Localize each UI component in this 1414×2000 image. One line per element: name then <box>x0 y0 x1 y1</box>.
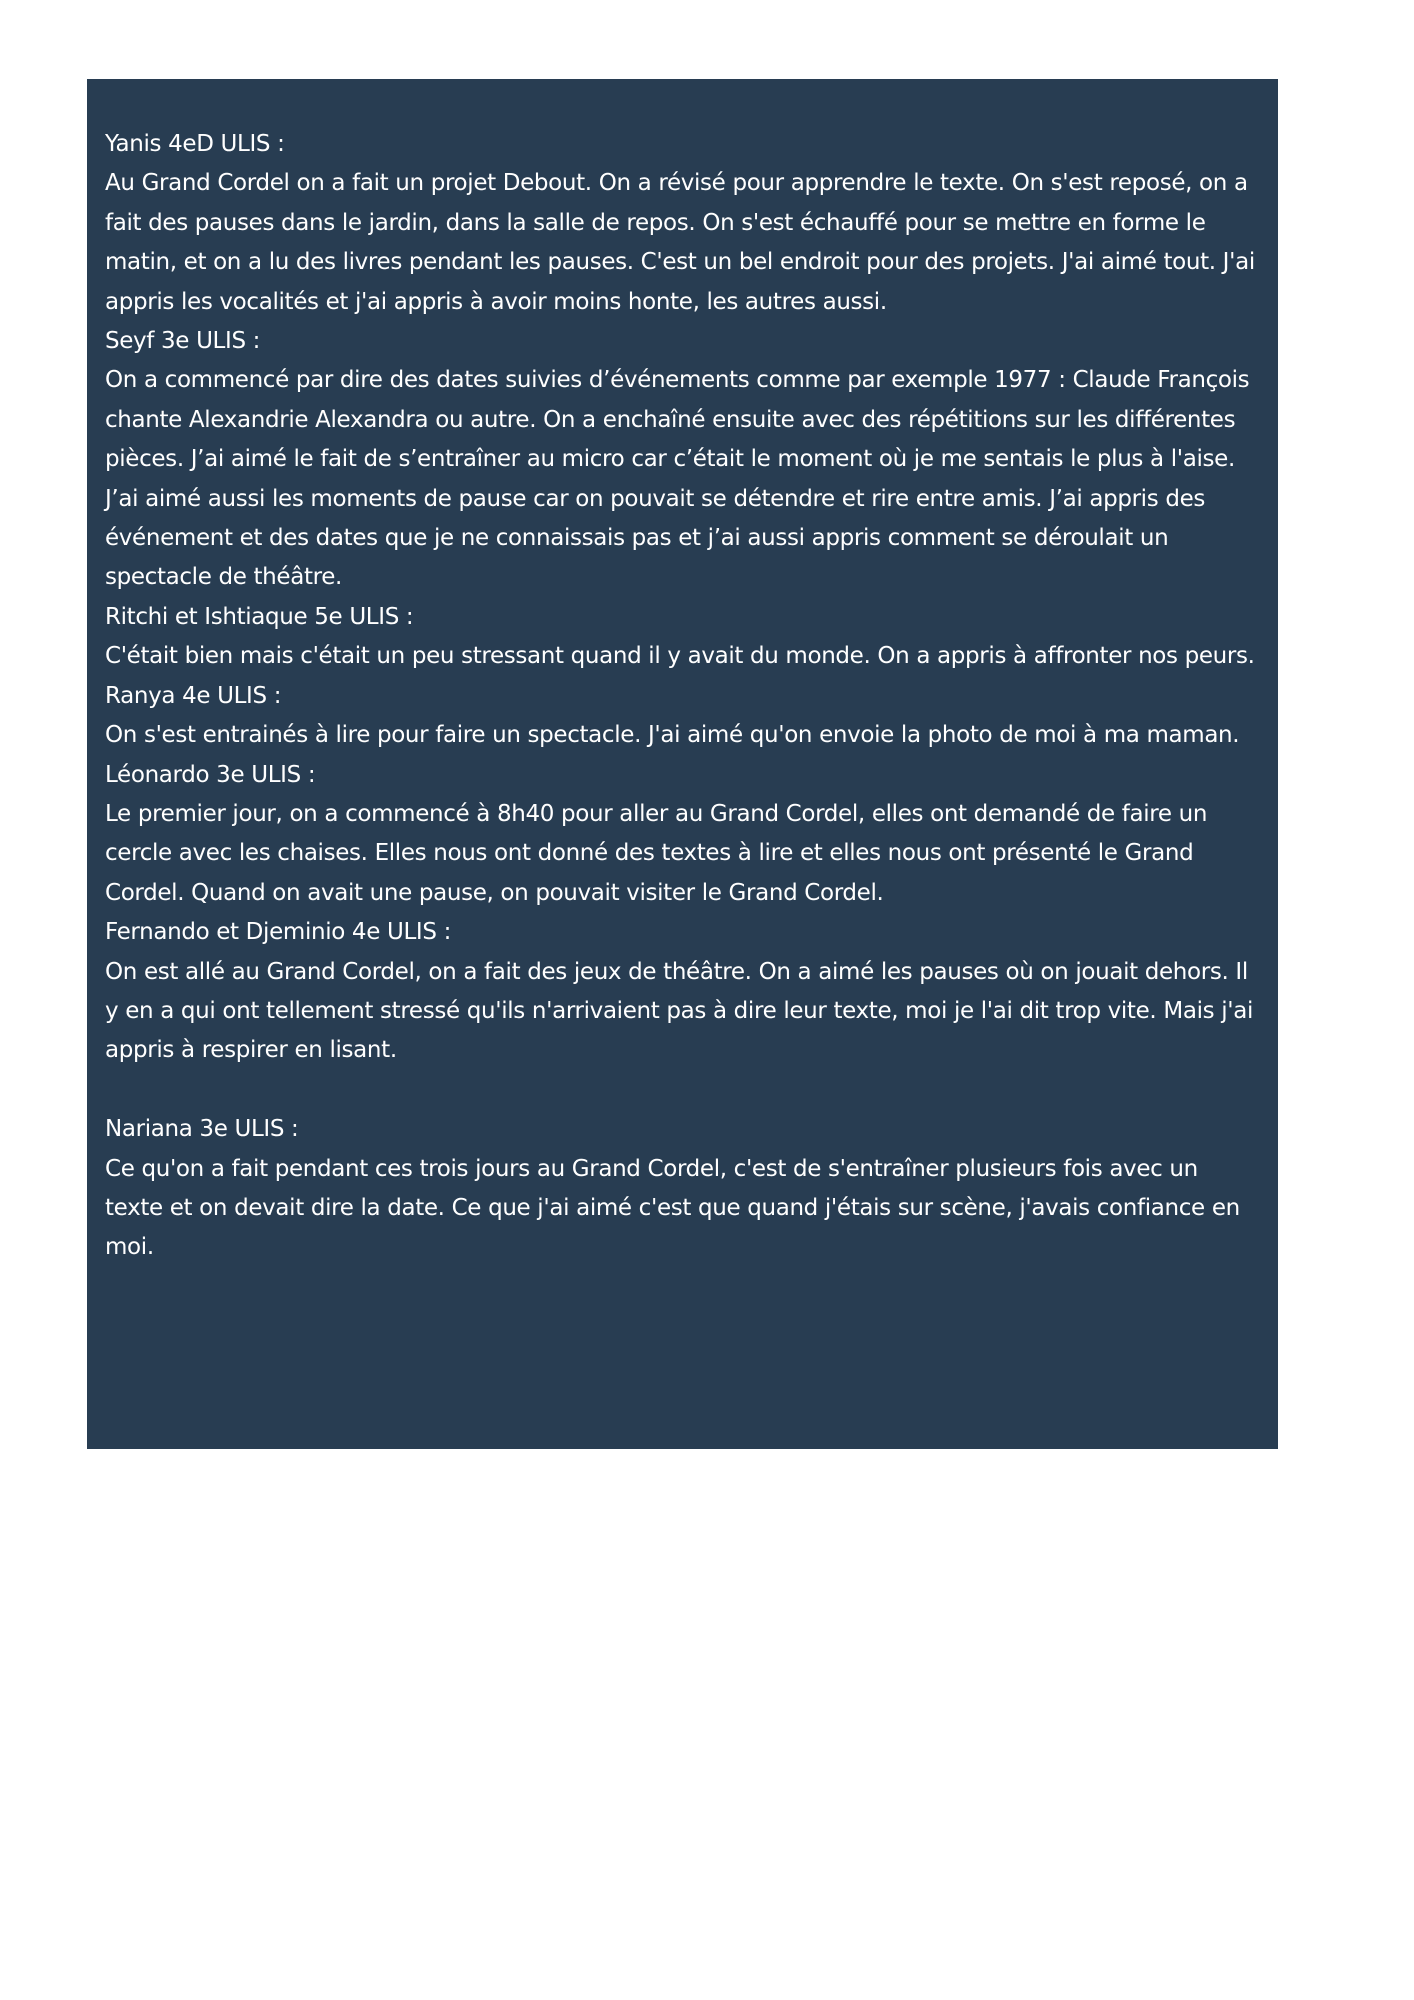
entry-text: On a commencé par dire des dates suivies d’événements comme par exemple 1977 : Claude François chante Alexandrie Alexandra ou autre. On a enchaîné ensuite avec des répétitions sur les différentes pièces. J’ai aimé le fait de s’entraîner au micro car c’était le moment où je me sentais le plus à l'aise. J’ai aimé aussi les moments de pause car on pouvait se détendre et rire entre amis. J’ai appris des événement et des dates que je ne connaissais pas et j’ai aussi appris comment se déroulait un spectacle de théâtre. <box>105 367 1250 591</box>
testimonial-entry <box>105 677 1260 756</box>
entry-text: Ce qu'on a fait pendant ces trois jours au Grand Cordel, c'est de s'entraîner plusieurs fois avec un texte et on devait dire la date. Ce que j'ai aimé c'est que quand j'étais sur scène, j'avais confiance en moi. <box>105 1155 1240 1261</box>
entry-text: Le premier jour, on a commencé à 8h40 pour aller au Grand Cordel, elles ont demandé de faire un cercle avec les chaises. Elles nous ont donné des textes à lire et elles nous ont présenté le Grand Cordel. Quand on avait une pause, on pouvait visiter le Grand Cordel. <box>105 800 1208 906</box>
testimonial-entry <box>105 125 1260 322</box>
entry-author: Yanis 4eD ULIS : <box>105 131 285 157</box>
entry-author: Fernando et Djeminio 4e ULIS : <box>105 919 451 946</box>
testimonial-entry <box>105 1110 1260 1268</box>
entry-author: Ritchi et Ishtiaque 5e ULIS : <box>105 603 414 630</box>
testimonials-panel <box>87 79 1278 1449</box>
testimonial-entry <box>105 913 1260 1071</box>
entry-author: Ranya 4e ULIS : <box>105 682 282 709</box>
testimonial-entry <box>105 322 1260 598</box>
entry-text: C'était bien mais c'était un peu stressant quand il y avait du monde. On a appris à affronter nos peurs. <box>105 643 1255 670</box>
testimonial-entry <box>105 598 1260 677</box>
entry-text: On est allé au Grand Cordel, on a fait des jeux de théâtre. On a aimé les pauses où on jouait dehors. Il y en a qui ont tellement stressé qu'ils n'arrivaient pas à dire leur texte, moi je l'ai dit trop vite. Mais j'ai appris à respirer en lisant. <box>105 958 1253 1064</box>
testimonials-content <box>105 125 1260 1268</box>
blank-line <box>105 1071 1260 1110</box>
entry-author: Nariana 3e ULIS : <box>105 1116 299 1143</box>
entry-text: On s'est entrainés à lire pour faire un spectacle. J'ai aimé qu'on envoie la photo de moi à ma maman. <box>105 722 1240 749</box>
testimonial-entry <box>105 756 1260 914</box>
entry-author: Léonardo 3e ULIS : <box>105 761 316 788</box>
entry-text: Au Grand Cordel on a fait un projet Debout. On a révisé pour apprendre le texte. On s'est reposé, on a fait des pauses dans le jardin, dans la salle de repos. On s'est échauffé pour se mettre en forme le matin, et on a lu des livres pendant les pauses. C'est un bel endroit pour des projets. J'ai aimé tout. J'ai appris les vocalités et j'ai appris à avoir moins honte, les autres aussi. <box>105 170 1255 315</box>
entry-author: Seyf 3e ULIS : <box>105 328 261 355</box>
